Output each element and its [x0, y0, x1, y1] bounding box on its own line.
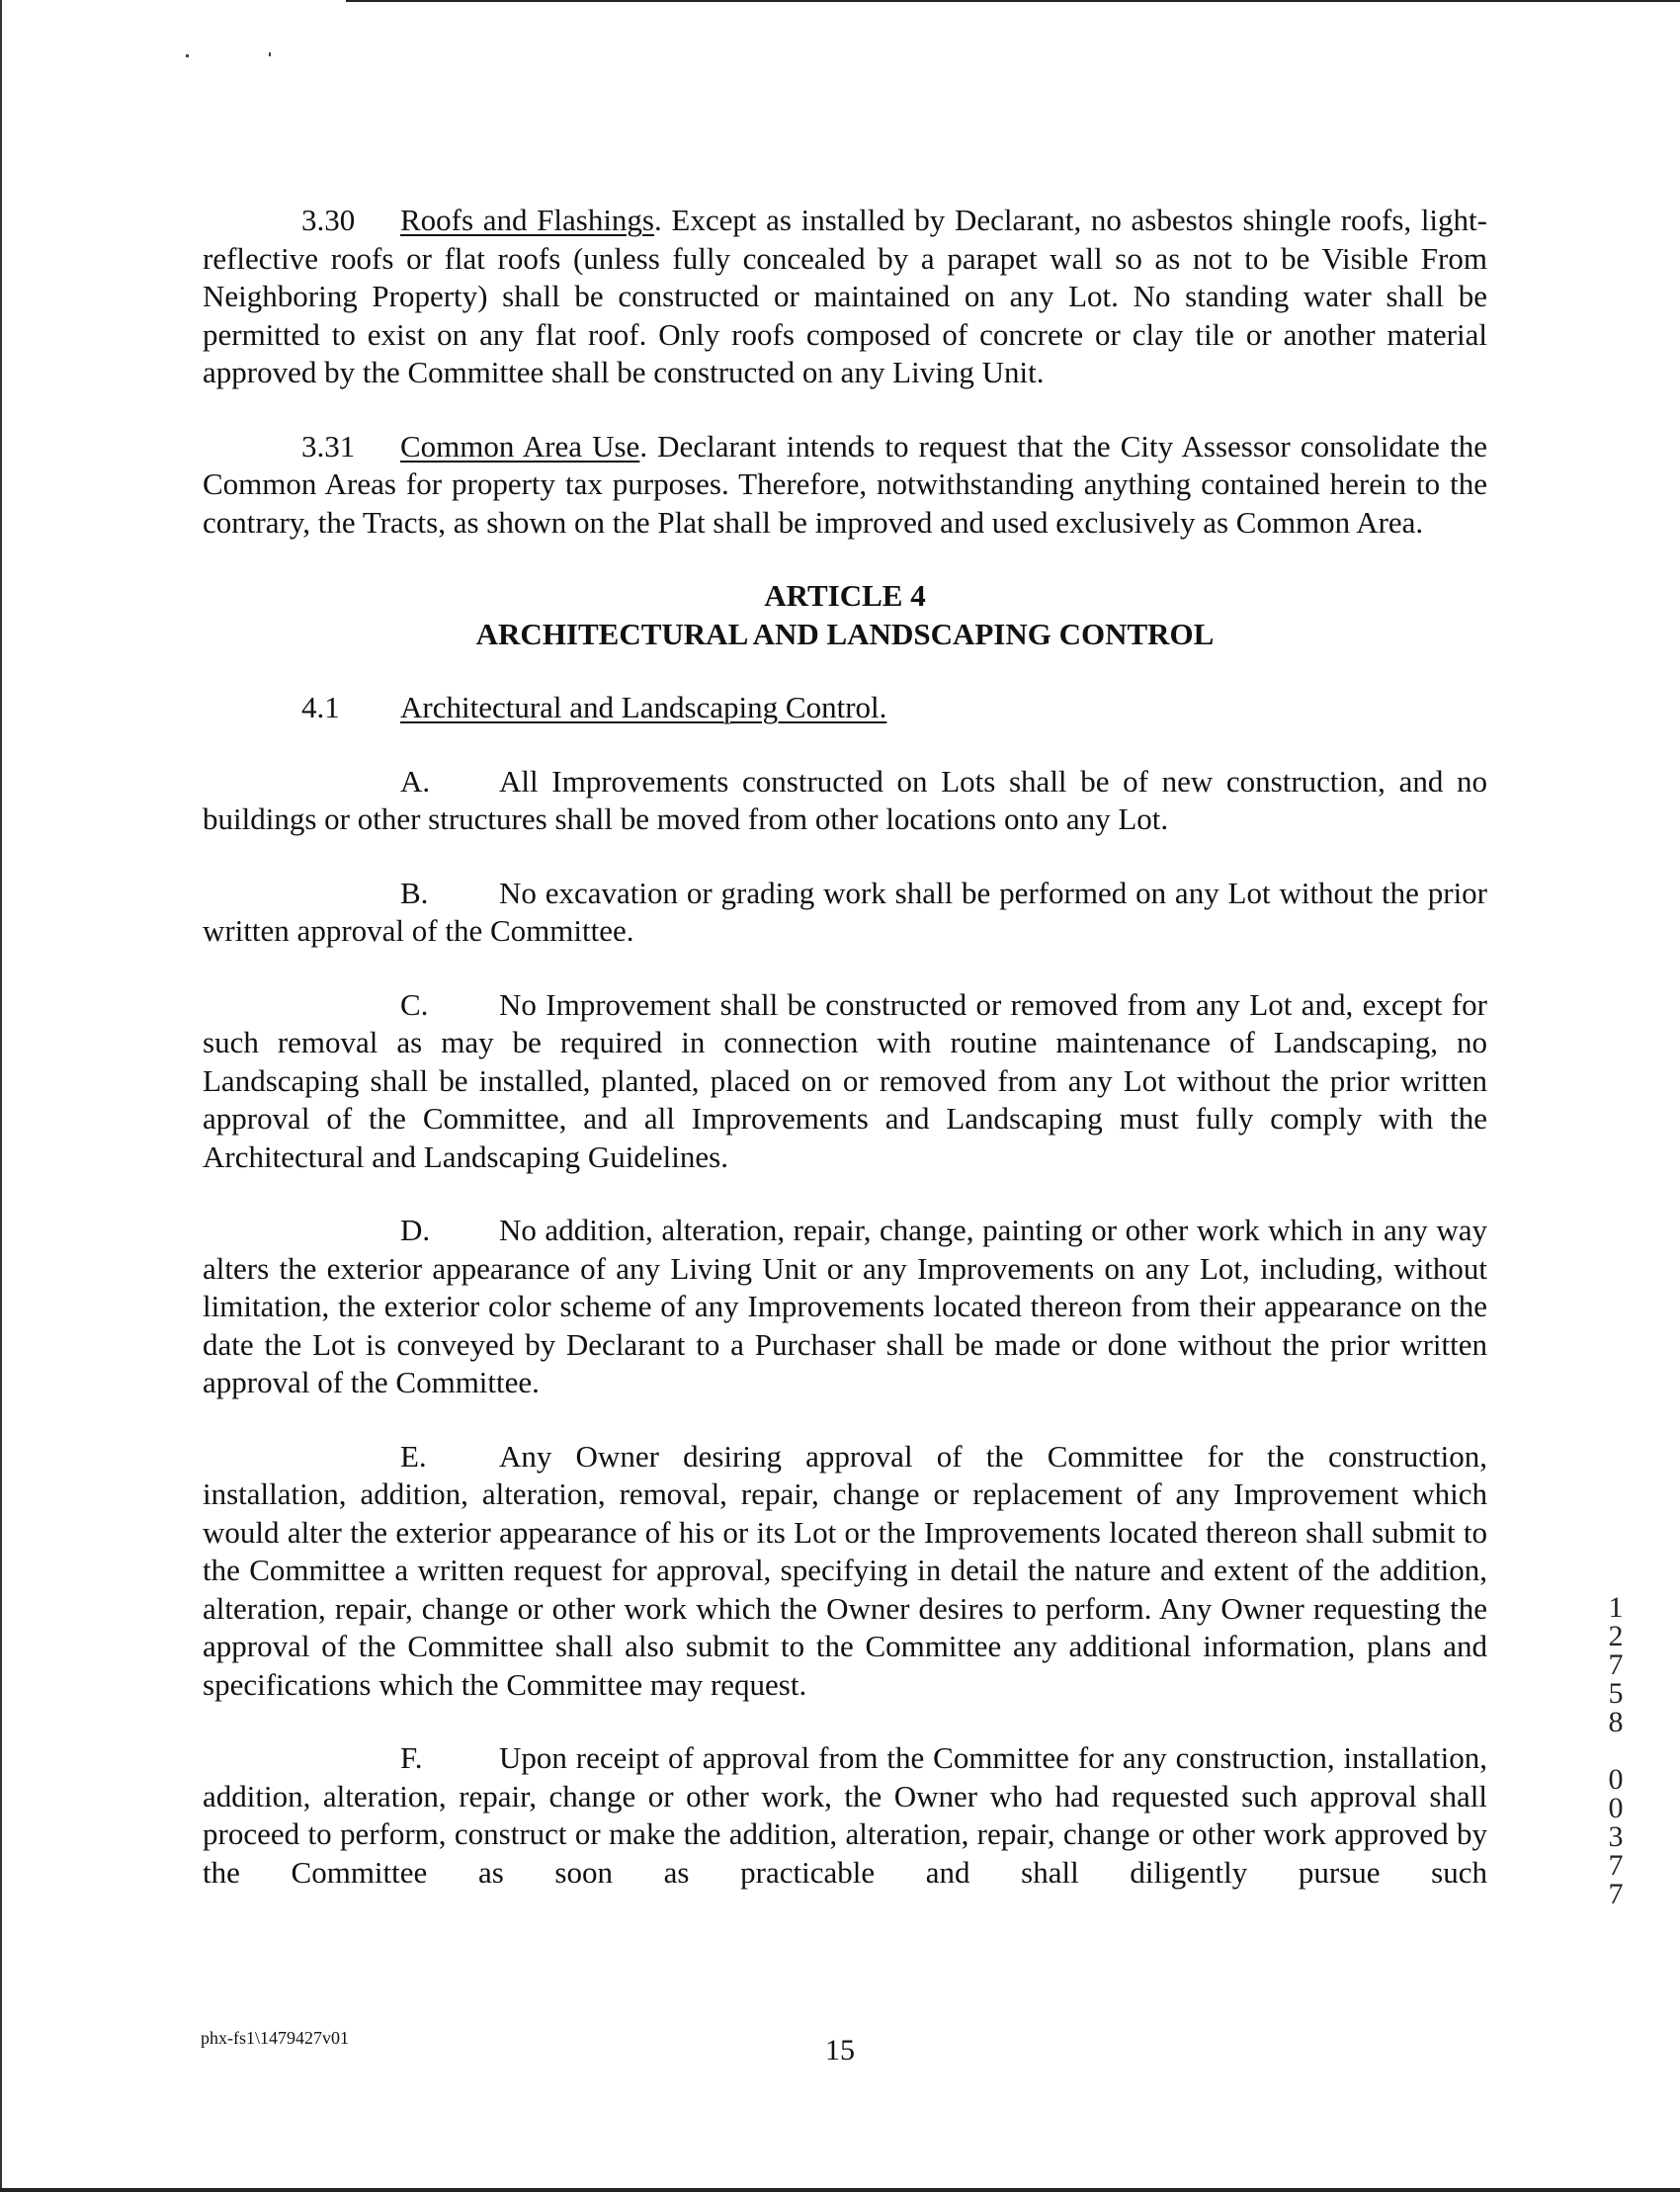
section-heading: Common Area Use — [400, 428, 640, 464]
subsection-e — [203, 1438, 1487, 1705]
subsection-f — [203, 1739, 1487, 1892]
subsection-a — [203, 763, 1487, 839]
article-heading — [203, 577, 1487, 653]
subsection-d — [203, 1212, 1487, 1402]
subsection-text: Any Owner desiring approval of the Committee for the construction, installation, addition, alteration, removal, repair, change or replacement of any Improvement which would alter the exterior appearance of his or its Lot or the Improvements located thereon shall submit to the Committee a written request for approval, specifying in detail the nature and extent of the addition, alteration, repair, change or other work which the Owner desires to perform. Any Owner requesting the approval of the Committee shall also submit to the Committee any additional information, plans and specifications which the Committee may request. — [203, 1438, 1487, 1702]
section-heading: Architectural and Landscaping Control. — [400, 690, 887, 724]
scan-edge-top — [346, 0, 1680, 2]
scan-edge-left — [0, 0, 2, 2192]
subsection-letter: E. — [400, 1438, 427, 1474]
scan-edge-bottom — [0, 2188, 1680, 2192]
section-4-1 — [203, 689, 1487, 727]
subsection-letter: A. — [400, 763, 431, 799]
subsection-text: No addition, alteration, repair, change, painting or other work which in any way alters the exterior appearance of any Living Unit or any Improvements on any Lot, including, without limitation, the exterior color scheme of any Improvements located thereon from their appearance on the date the Lot is conveyed by Declarant to a Purchaser shall be made or done without the prior written approval of the Committee. — [203, 1213, 1487, 1399]
subsection-letter: D. — [400, 1213, 431, 1247]
subsection-c — [203, 986, 1487, 1177]
section-text: . Declarant intends to request that the City Assessor consolidate the Common Areas for property tax purposes. Therefore, notwithstanding anything contained herein to the contrary, the Tracts, as shown on the Plat shall be improved and used exclusively as Common Area. — [203, 428, 1487, 540]
section-number: 4.1 — [301, 690, 340, 724]
subsection-letter: B. — [400, 875, 429, 910]
footer-document-id: phx-fs1\1479427v01 — [201, 2028, 349, 2048]
subsection-text: No Improvement shall be constructed or removed from any Lot and, except for such removal as may be required in connection with routine maintenance of Landscaping, no Landscaping shall be installed, planted, placed on or removed from any Lot without the prior written approval of the Committee, and all Improvements and Landscaping must fully comply with the Architectural and Landscaping Guidelines. — [203, 986, 1487, 1174]
document-page — [203, 202, 1487, 1892]
section-text: . Except as installed by Declarant, no asbestos shingle roofs, light-reflective roofs or flat roofs (unless fully concealed by a parapet wall so as not to be Visible From Neighboring Property) shall be constructed or maintained on any Lot. No standing water shall be permitted to exist on any flat roof. Only roofs composed of concrete or clay tile or another material approved by the Committee shall be constructed on any Living Unit. — [203, 203, 1487, 389]
article-number: ARTICLE 4 — [764, 578, 926, 613]
scan-speck — [269, 52, 271, 56]
scan-speck — [186, 54, 189, 57]
recording-stamp: 1 2 7 5 8 0 0 3 7 7 — [1608, 1591, 1624, 1910]
section-3-31 — [203, 428, 1487, 543]
section-number: 3.31 — [301, 428, 356, 464]
subsection-text: No excavation or grading work shall be performed on any Lot without the prior written approval of the Committee. — [203, 875, 1487, 948]
section-heading: Roofs and Flashings — [400, 203, 654, 237]
article-title: ARCHITECTURAL AND LANDSCAPING CONTROL — [475, 616, 1215, 651]
subsection-b — [203, 875, 1487, 951]
subsection-letter: C. — [400, 986, 429, 1022]
page-number: 15 — [825, 2034, 855, 2066]
section-number: 3.30 — [301, 203, 356, 237]
subsection-text: Upon receipt of approval from the Committee for any construction, installation, addition, alteration, repair, change or other work, the Owner who had requested such approval shall proceed to perform, construct or make the addition, alteration, repair, change or other work approved by the Committee as soon as practicable and shall diligently pursue such — [203, 1740, 1487, 1890]
subsection-text: All Improvements constructed on Lots shall be of new construction, and no buildings or other structures shall be moved from other locations onto any Lot. — [203, 763, 1487, 836]
section-3-30 — [203, 202, 1487, 392]
subsection-letter: F. — [400, 1740, 423, 1775]
